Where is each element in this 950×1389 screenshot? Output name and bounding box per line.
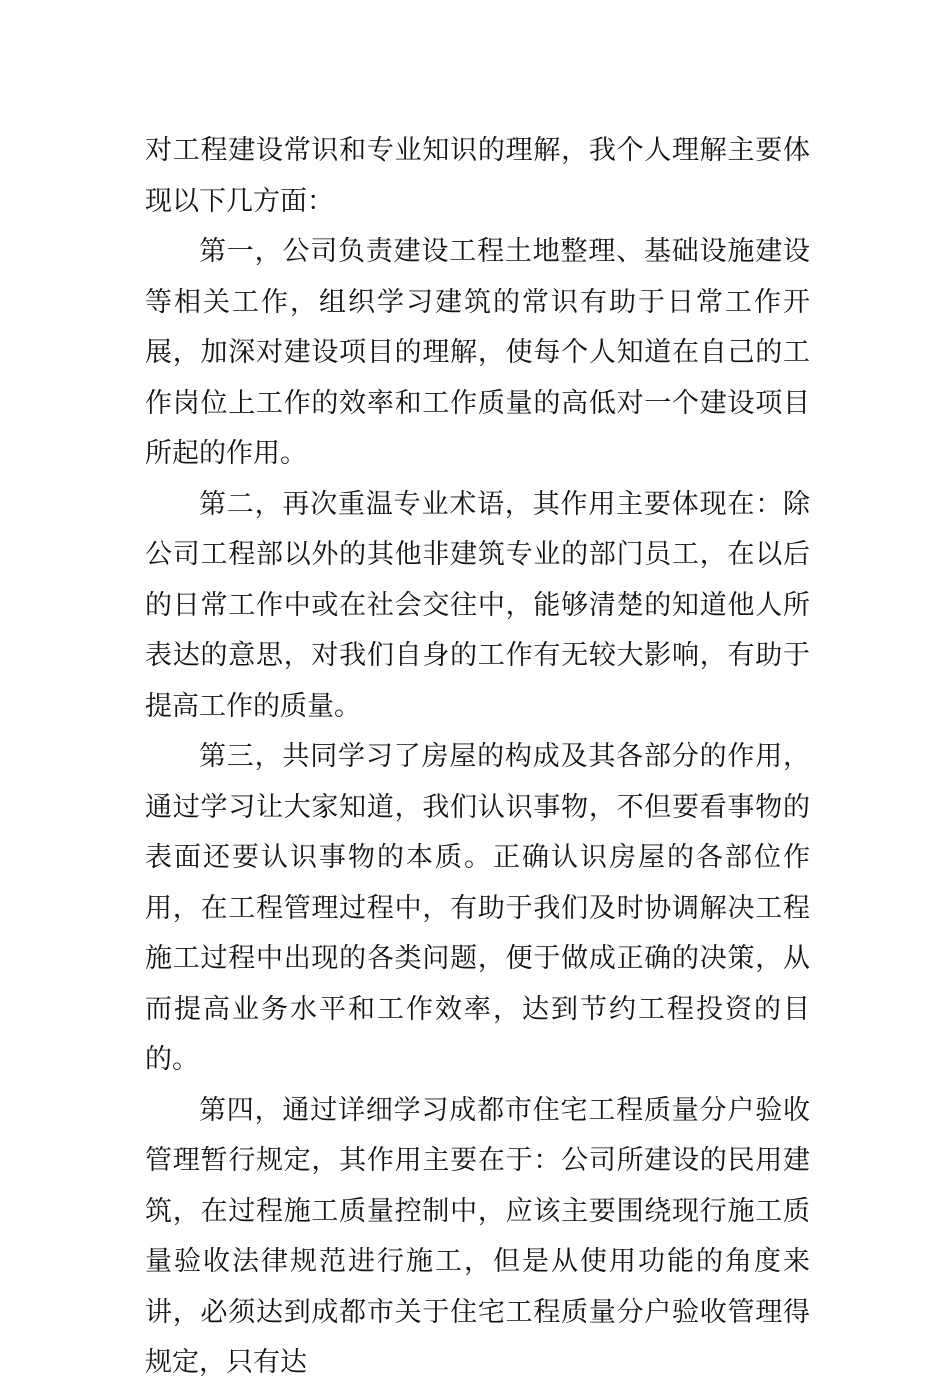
paragraph-fourth-point: 第四，通过详细学习成都市住宅工程质量分户验收管理暂行规定，其作用主要在于：公司所建设的民用建筑，在过程施工质量控制中，应该主要围绕现行施工质量验收法律规范进行施工，但是从使用功能的角度来讲，必须达到成都市关于住宅工程质量分户验收管理得规定，只有达 xyxy=(145,1094,810,1378)
paragraph-first-point: 第一，公司负责建设工程土地整理、基础设施建设等相关工作，组织学习建筑的常识有助于日常工作开展，加深对建设项目的理解，使每个人知道在自己的工作岗位上工作的效率和工作质量的高低对一个建设项目所起的作用。 xyxy=(145,236,810,469)
paragraph-second-point: 第二，再次重温专业术语，其作用主要体现在：除公司工程部以外的其他非建筑专业的部门员工，在以后的日常工作中或在社会交往中，能够清楚的知道他人所表达的意思，对我们自身的工作有无较大影响，有助于提高工作的质量。 xyxy=(145,488,810,722)
paragraph-third-point: 第三，共同学习了房屋的构成及其各部分的作用，通过学习让大家知道，我们认识事物，不但要看事物的表面还要认识事物的本质。正确认识房屋的各部位作用，在工程管理过程中，有助于我们及时协调解决工程施工过程中出现的各类问题，便于做成正确的决策，从而提高业务水平和工作效率，达到节约工程投资的目的。 xyxy=(145,741,810,1075)
paragraph-intro: 对工程建设常识和专业知识的理解，我个人理解主要体现以下几方面： xyxy=(145,135,810,217)
document-body xyxy=(145,126,810,1389)
